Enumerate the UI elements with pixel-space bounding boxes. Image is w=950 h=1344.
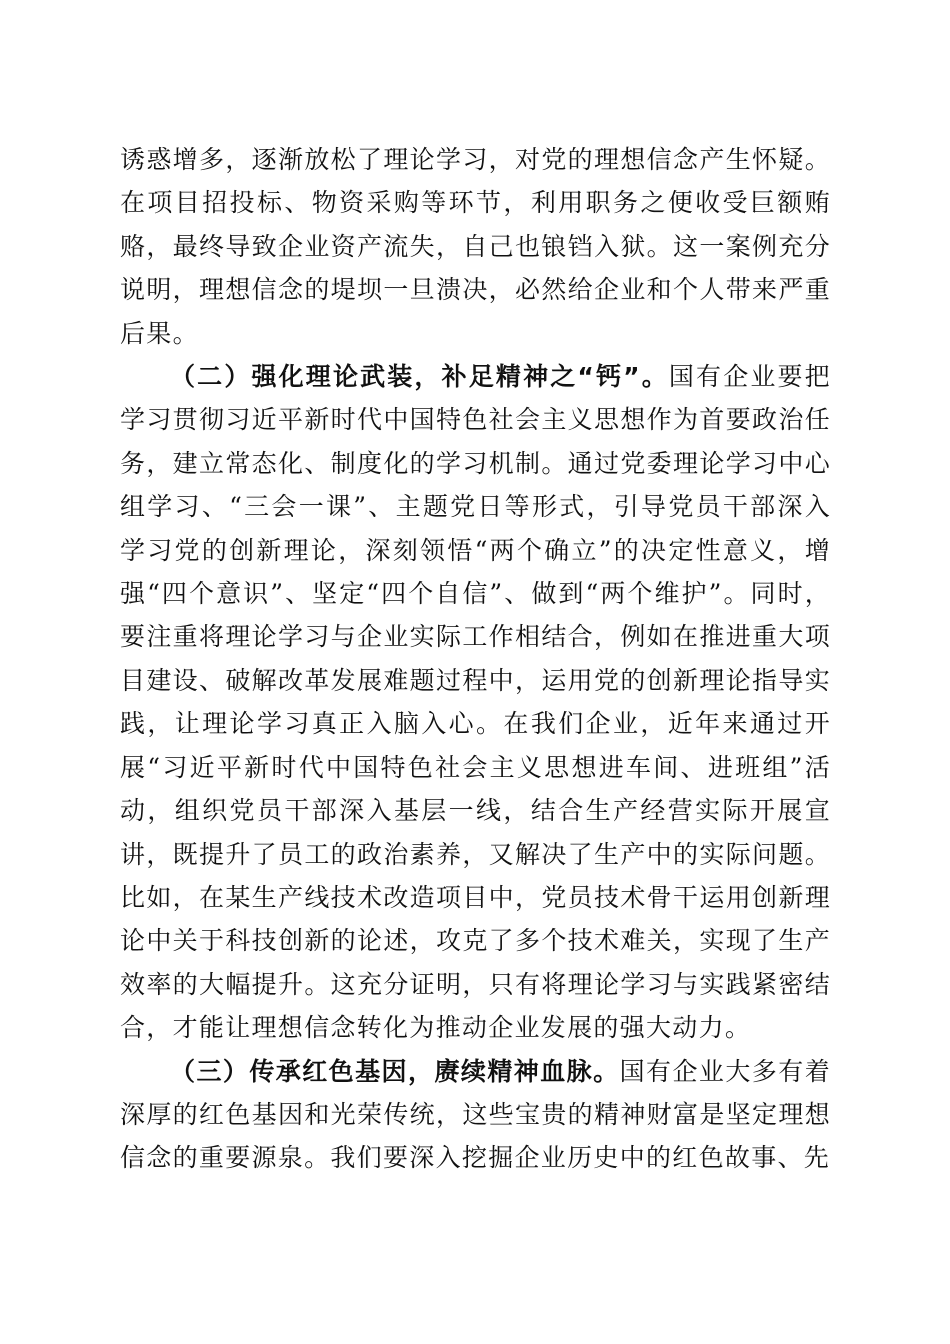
paragraph-text: 国有企业要把学习贯彻习近平新时代中国特色社会主义思想作为首要政治任务，建立常态化、制度化的学习机制。通过党委理论学习中心组学习、“三会一课”、主题党日等形式，引导党员干部深入学习党的创新理论，深刻领悟“两个确立”的决定性意义，增强“四个意识”、坚定“四个自信”、做到“两个维护”。同时，要注重将理论学习与企业实际工作相结合，例如在推进重大项目建设、破解改革发展难题过程中，运用党的创新理论指导实践，让理论学习真正入脑入心。在我们企业，近年来通过开展“习近平新时代中国特色社会主义思想进车间、进班组”活动，组织党员干部深入基层一线，结合生产经营实际开展宣讲，既提升了员工的政治素养，又解决了生产中的实际问题。比如，在某生产线技术改造项目中，党员技术骨干运用创新理论中关于科技创新的论述，攻克了多个技术难关，实现了生产效率的大幅提升。这充分证明，只有将理论学习与实践紧密结合，才能让理想信念转化为推动企业发展的强大动力。: [120, 362, 831, 1043]
paragraph-continuation: [120, 138, 831, 355]
section-heading: （三）传承红色基因，赓续精神血脉。: [170, 1056, 620, 1086]
paragraph-section-2: [120, 355, 831, 1050]
paragraph-text: 诱惑增多，逐渐放松了理论学习，对党的理想信念产生怀疑。在项目招投标、物资采购等环节，利用职务之便收受巨额贿赂，最终导致企业资产流失，自己也锒铛入狱。这一案例充分说明，理想信念的堤坝一旦溃决，必然给企业和个人带来严重后果。: [120, 145, 831, 348]
paragraph-section-3: [120, 1050, 831, 1180]
paragraph-text: 国有企业大多有着深厚的红色基因和光荣传统，这些宝贵的精神财富是坚定理想信念的重要源泉。我们要深入挖掘企业历史中的红色故事、先: [120, 1056, 831, 1173]
section-heading: （二）强化理论武装，补足精神之“钙”。: [170, 362, 669, 392]
document-body: [120, 138, 831, 1180]
